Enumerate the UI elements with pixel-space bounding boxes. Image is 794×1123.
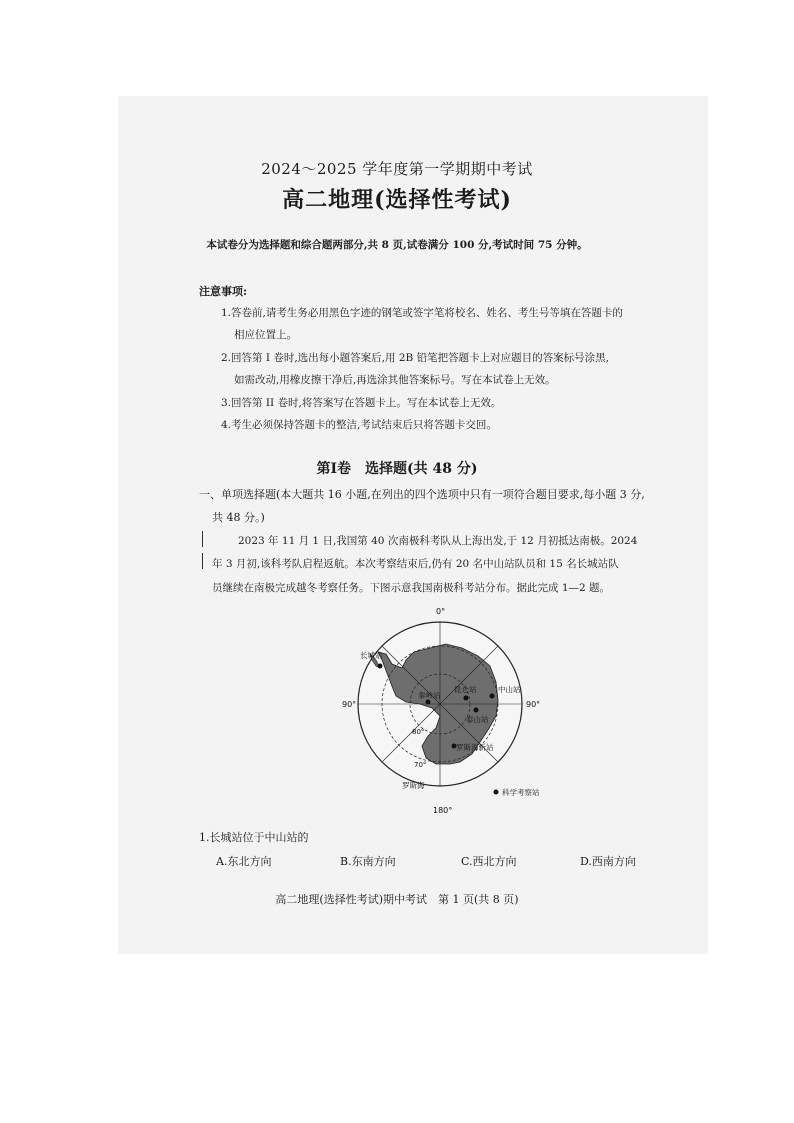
- station-label-changcheng: 长城站: [360, 651, 383, 660]
- station-label-zhongshan: 中山站: [498, 685, 521, 694]
- section-instruction: 一、单项选择题(本大题共 16 小题,在列出的四个选项中只有一项符合题目要求,每小题 3 分,: [199, 488, 645, 501]
- scanned-page-background: [118, 96, 708, 954]
- note-item: 相应位置上。: [234, 329, 297, 341]
- note-item: 4.考生必须保持答题卡的整洁,考试结束后只将答题卡交回。: [221, 419, 497, 431]
- notes-heading: 注意事项:: [199, 285, 248, 298]
- lon-label-top: 0°: [436, 607, 446, 616]
- station-label-qinling: 秦岭站: [418, 691, 441, 700]
- section-title: 第Ⅰ卷 选择题(共 48 分): [316, 461, 478, 477]
- section-instruction: 共 48 分。): [212, 511, 265, 524]
- note-item: 3.回答第 II 卷时,将答案写在答题卡上。写在本试卷上无效。: [221, 397, 502, 409]
- margin-mark: [202, 531, 203, 547]
- margin-mark: [202, 553, 203, 569]
- station-marker-changcheng: [378, 664, 383, 669]
- passage-line: 2023 年 11 月 1 日,我国第 40 次南极科考队从上海出发,于 12 月初抵达南极。2024: [238, 535, 638, 547]
- passage-line: 年 3 月初,该科考队启程返航。本次考察结束后,仍有 20 名中山站队员和 15 名长城站队: [212, 558, 619, 570]
- station-label-ross: 罗斯海新站: [456, 743, 494, 752]
- question-option: A.东北方向: [216, 855, 272, 868]
- exam-year-line: 2024～2025 学年度第一学期期中考试: [261, 160, 533, 178]
- lon-label-right: 90°: [526, 700, 541, 709]
- page-footer: 高二地理(选择性考试)期中考试 第 1 页(共 8 页): [275, 893, 519, 906]
- note-item: 1.答卷前,请考生务必用黑色字迹的钢笔或签字笔将校名、姓名、考生号等填在答题卡的: [221, 307, 623, 319]
- lon-label-bottom: 180°: [433, 806, 453, 815]
- station-marker-kunlun: [464, 696, 469, 701]
- exam-title: 高二地理(选择性考试): [282, 187, 512, 213]
- question-option: C.西北方向: [461, 855, 517, 868]
- passage-line: 员继续在南极完成越冬考察任务。下图示意我国南极科考站分布。据此完成 1—2 题。: [212, 582, 611, 594]
- lat-label-70: 70°: [414, 761, 427, 769]
- question-stem: 1.长城站位于中山站的: [199, 831, 309, 844]
- station-label-taishan: 泰山站: [466, 715, 489, 724]
- legend-station-marker: [494, 790, 499, 795]
- legend-label: 科学考察站: [502, 788, 540, 797]
- lon-label-left: 90°: [342, 700, 357, 709]
- question-option: D.西南方向: [580, 855, 636, 868]
- exam-intro: 本试卷分为选择题和综合题两部分,共 8 页,试卷满分 100 分,考试时间 75 分钟。: [206, 239, 588, 251]
- note-item: 如需改动,用橡皮擦干净后,再选涂其他答案标号。写在本试卷上无效。: [234, 374, 556, 386]
- note-item: 2.回答第 I 卷时,选出每小题答案后,用 2B 铅笔把答题卡上对应题目的答案标号涂黑,: [221, 352, 609, 364]
- ross-sea-label: 罗斯海: [402, 781, 425, 790]
- antarctica-station-map: [340, 604, 560, 816]
- station-label-kunlun: 昆仑站: [454, 685, 477, 694]
- lat-label-80: 80°: [412, 728, 425, 736]
- question-option: B.东南方向: [340, 855, 396, 868]
- station-marker-qinling: [426, 700, 431, 705]
- station-marker-zhongshan: [490, 694, 495, 699]
- station-marker-taishan: [474, 708, 479, 713]
